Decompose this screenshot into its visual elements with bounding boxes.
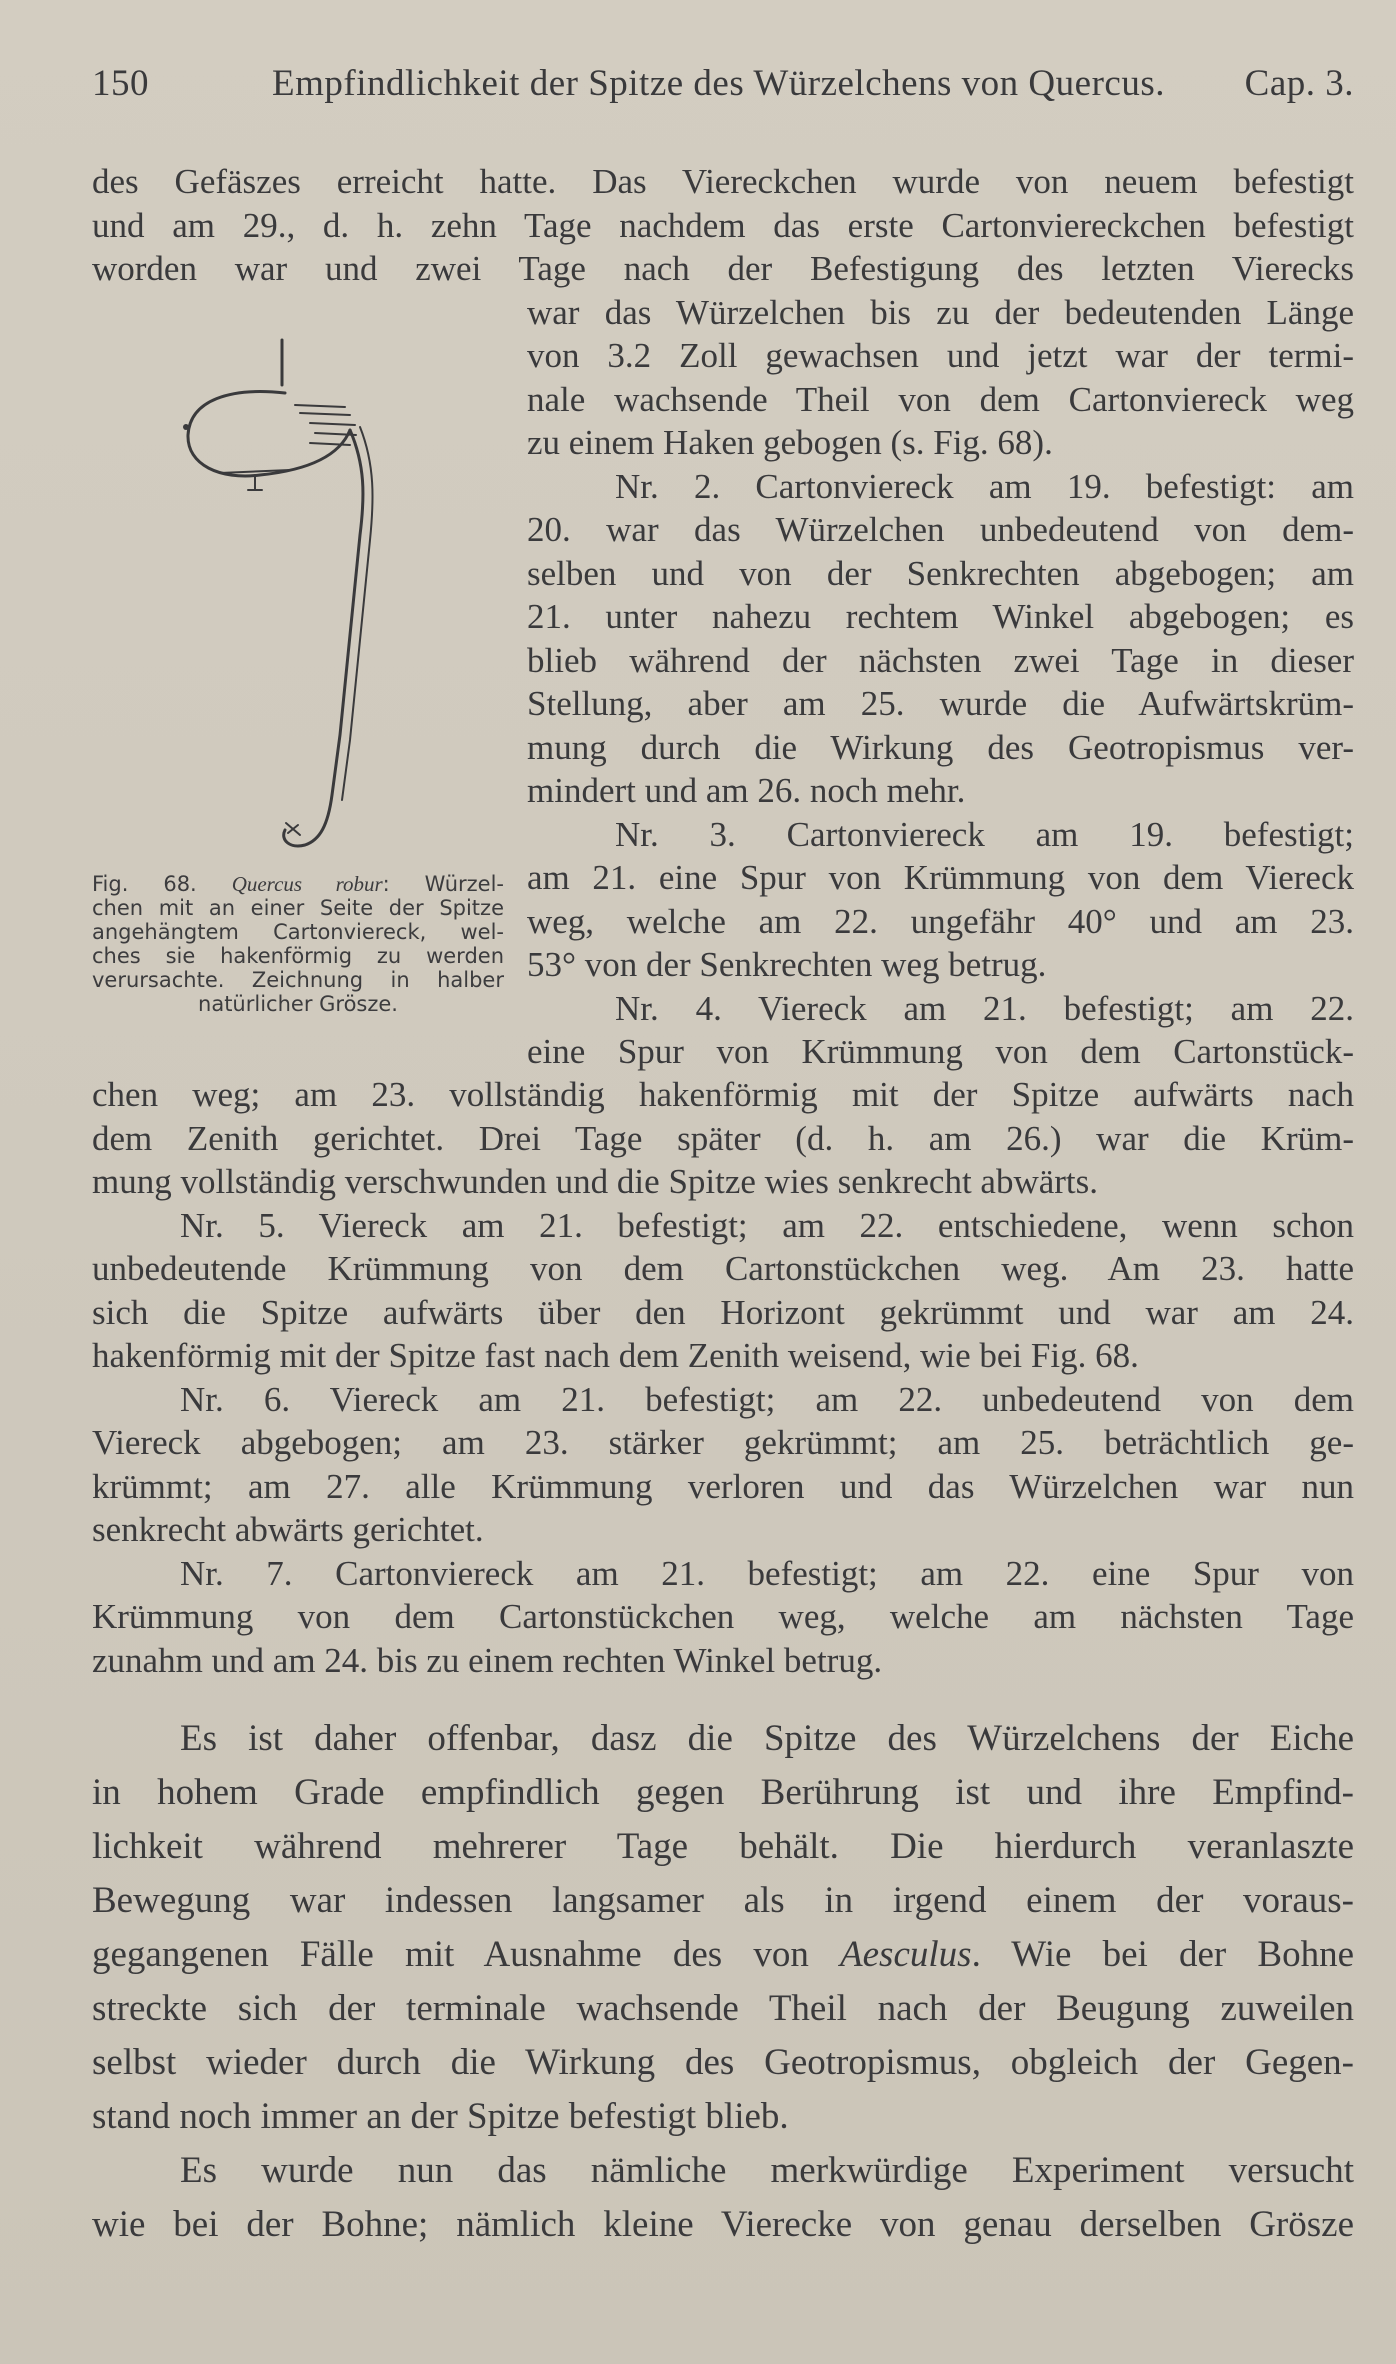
text-line: senkrecht abwärts gerichtet.: [92, 1510, 484, 1549]
caption-line: chen mit an einer Seite der Spitze: [92, 896, 504, 920]
text-line: eine Spur von Krümmung von dem Cartonstück-: [527, 1032, 1354, 1071]
text-line: 20. war das Würzelchen unbedeutend von dem-: [527, 510, 1354, 549]
caption-prefix: Fig. 68.: [92, 872, 197, 896]
text-line: Nr. 5. Viereck am 21. befestigt; am 22. entschiedene, wenn schon: [180, 1205, 1354, 1245]
text-line: Krümmung von dem Cartonstückchen weg, welche am nächsten Tage: [92, 1597, 1354, 1636]
text-line: dem Zenith gerichtet. Drei Tage später (d. h. am 26.) war die Krüm-: [92, 1118, 1354, 1158]
text-line: Nr. 4. Viereck am 21. befestigt; am 22.: [615, 988, 1354, 1028]
page-number: 150: [92, 63, 149, 104]
text-line: mindert und am 26. noch mehr.: [527, 771, 966, 810]
page-header: [92, 62, 1354, 112]
text-line: Nr. 3. Cartonviereck am 19. befestigt;: [615, 814, 1354, 854]
figure-caption: [92, 872, 504, 1016]
text-line: weg, welche am 22. ungefähr 40° und am 23.: [527, 901, 1354, 941]
text-line: Es wurde nun das nämliche merkwürdige Experiment versucht: [180, 2150, 1354, 2191]
root-hook-illustration: [160, 335, 405, 860]
text-line: Nr. 2. Cartonviereck am 19. befestigt: am: [615, 466, 1354, 506]
text-line: und am 29., d. h. zehn Tage nachdem das erste Cartonviereckchen befestigt: [92, 205, 1354, 245]
conclusion-paragraph: [92, 1712, 1354, 2252]
running-title: Empfindlichkeit der Spitze des Würzelchens von Quercus.: [272, 63, 1165, 104]
text-span: gegangenen Fälle mit Ausnahme des von: [92, 1934, 841, 1975]
text-line: Nr. 6. Viereck am 21. befestigt; am 22. unbedeutend von dem: [180, 1379, 1354, 1419]
text-line: Es ist daher offenbar, dasz die Spitze des Würzelchens der Eiche: [180, 1718, 1354, 1759]
text-line: 53° von der Senkrechten weg betrug.: [527, 945, 1047, 984]
text-line: Bewegung war indessen langsamer als in irgend einem der voraus-: [92, 1880, 1354, 1921]
text-line: stand noch immer an der Spitze befestigt blieb.: [92, 2096, 789, 2137]
text-line: 21. unter nahezu rechtem Winkel abgebogen; es: [527, 597, 1354, 636]
caption-species: Quercus robur: [231, 872, 383, 896]
text-line: [92, 1928, 1354, 1982]
text-line: mung vollständig verschwunden und die Spitze wies senkrecht abwärts.: [92, 1162, 1099, 1201]
caption-line: [92, 872, 504, 896]
text-line: war das Würzelchen bis zu der bedeutenden Länge: [527, 292, 1354, 332]
text-line: wie bei der Bohne; nämlich kleine Vierecke von genau derselben Grösze: [92, 2204, 1354, 2245]
text-line: blieb während der nächsten zwei Tage in dieser: [527, 640, 1354, 680]
text-line: lichkeit während mehrerer Tage behält. Die hierdurch veranlaszte: [92, 1826, 1354, 1867]
text-line: mung durch die Wirkung des Geotropismus ver-: [527, 727, 1354, 767]
text-line: unbedeutende Krümmung von dem Cartonstückchen weg. Am 23. hatte: [92, 1249, 1354, 1288]
wrapped-text-block: [527, 291, 1354, 1074]
text-line: streckte sich der terminale wachsende Theil nach der Beugung zuweilen: [92, 1988, 1354, 2029]
text-line: von 3.2 Zoll gewachsen und jetzt war der termi-: [527, 336, 1354, 375]
figure-68-root-drawing: [160, 335, 405, 860]
text-line: in hohem Grade empfindlich gegen Berührung ist und ihre Empfind-: [92, 1772, 1354, 1813]
text-line: des Gefäszes erreicht hatte. Das Viereckchen wurde von neuem befestigt: [92, 162, 1354, 201]
caption-line: angehängtem Cartonviereck, wel-: [92, 920, 504, 944]
text-line: krümmt; am 27. alle Krümmung verloren und das Würzelchen war nun: [92, 1466, 1354, 1506]
text-line: worden war und zwei Tage nach der Befestigung des letzten Vierecks: [92, 249, 1354, 288]
genus-name: Aesculus: [840, 1934, 972, 1975]
text-line: Nr. 7. Cartonviereck am 21. befestigt; am 22. eine Spur von: [180, 1553, 1354, 1593]
lower-text-block: [92, 1073, 1354, 1682]
caption-line1-rest: : Würzel-: [382, 872, 504, 896]
text-line: hakenförmig mit der Spitze fast nach dem Zenith weisend, wie bei Fig. 68.: [92, 1336, 1139, 1375]
text-line: Viereck abgebogen; am 23. stärker gekrümmt; am 25. beträchtlich ge-: [92, 1423, 1354, 1462]
text-line: chen weg; am 23. vollständig hakenförmig mit der Spitze aufwärts nach: [92, 1075, 1354, 1114]
text-line: zunahm und am 24. bis zu einem rechten Winkel betrug.: [92, 1640, 883, 1680]
chapter-label: Cap. 3.: [1244, 63, 1354, 104]
text-line: Stellung, aber am 25. wurde die Aufwärtskrüm-: [527, 684, 1354, 723]
text-line: am 21. eine Spur von Krümmung von dem Viereck: [527, 858, 1354, 897]
text-line: selbst wieder durch die Wirkung des Geotropismus, obgleich der Gegen-: [92, 2042, 1354, 2083]
caption-line: verursachte. Zeichnung in halber: [92, 968, 504, 992]
upper-text-block: [92, 160, 1354, 291]
text-line: sich die Spitze aufwärts über den Horizont gekrümmt und war am 24.: [92, 1292, 1354, 1332]
caption-line: natürlicher Grösze.: [198, 992, 398, 1016]
text-line: nale wachsende Theil von dem Cartonviereck weg: [527, 379, 1354, 419]
caption-line: ches sie hakenförmig zu werden: [92, 944, 504, 968]
text-line: selben und von der Senkrechten abgebogen; am: [527, 553, 1354, 593]
text-span: . Wie bei der Bohne: [971, 1934, 1354, 1975]
text-line: zu einem Haken gebogen (s. Fig. 68).: [527, 423, 1053, 462]
